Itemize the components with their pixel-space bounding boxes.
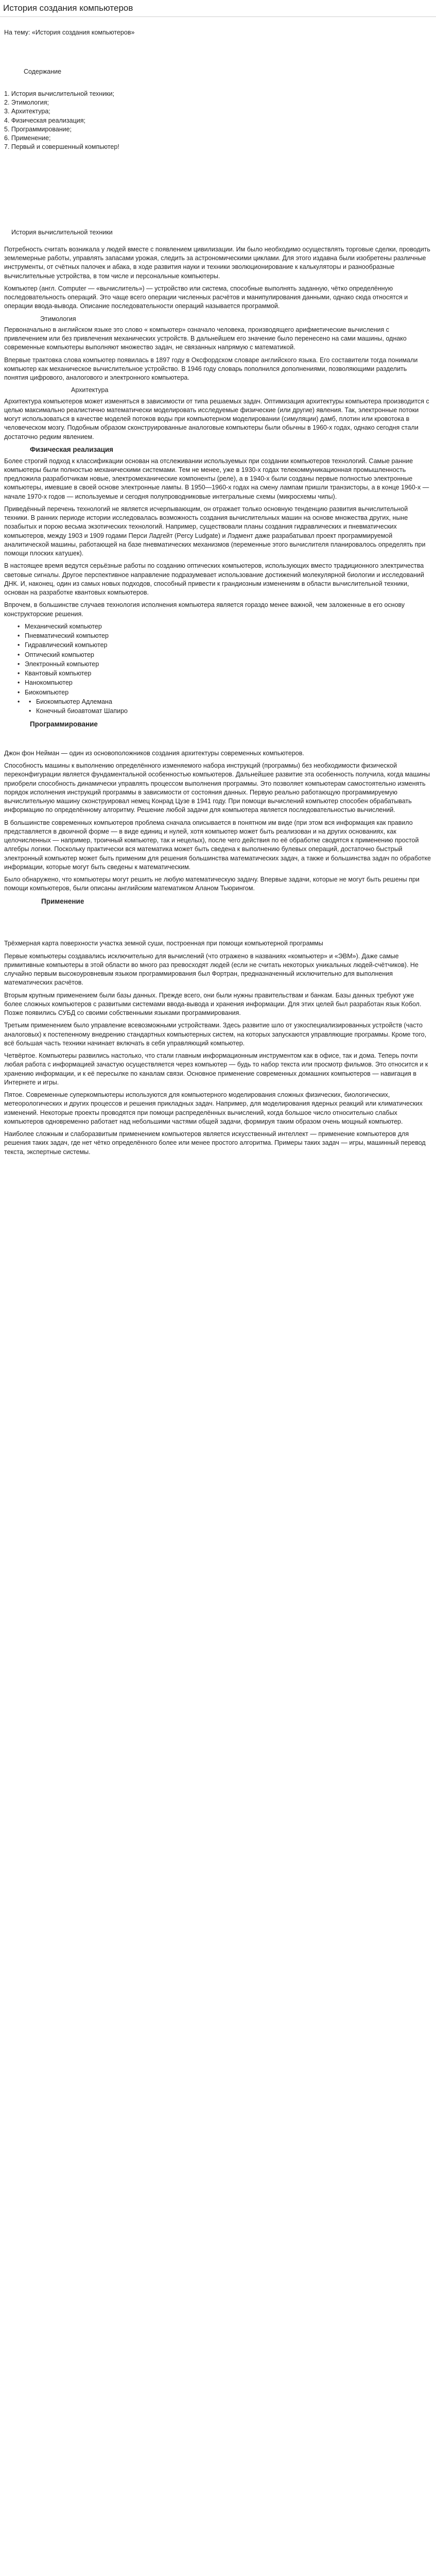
paragraph: Третьим применением было управление всевозможными устройствами. Здесь развитие шло от узкоспециализированных устройств (часто аналоговых) к постепенному внедрению стандартных компьютерных систем, на которых запускаются управляющие программы. Кроме того, всё большая часть техники начинает включать в себя управляющий компьютер. bbox=[4, 1022, 427, 1047]
biocomputer-sublist bbox=[28, 698, 432, 716]
page-title: История создания компьютеров bbox=[0, 0, 436, 17]
toc-item: 5. Программирование; bbox=[4, 125, 72, 133]
list-item: • Биокомпьютер bbox=[16, 688, 432, 697]
topic-line: На тему: «История создания компьютеров» bbox=[4, 29, 135, 37]
paragraph: Способность машины к выполнению определённого изменяемого набора инструкций (программы) без необходимости физической переконфигурации является фундаментальной особенностью компьютеров. Дальнейшее развитие эта особенность получила, когда машины приобрели способность динамически управлять процессом выполнения программы. Это позволяет компьютерам самостоятельно изменять порядок исполнения инструкций программы в зависимости от состояния данных. Первую реально работающую программируемую вычислительную машину сконструировал немец Конрад Цузе в 1941 году. При помощи вычислений компьютер способен обрабатывать информацию по определённому алгоритму. Решение любой задачи для компьютера является последовательностью вычислений. bbox=[4, 762, 430, 814]
section-application bbox=[4, 897, 432, 1157]
paragraph: Четвёртое. Компьютеры развились настолько, что стали главным информационным инструментом как в офисе, так и дома. Теперь почти любая работа с информацией зачастую осуществляется через компьютер — будь то набор текста или просмотр фильмов. Это относится и к хранению информации, и к её пересылке по каналам связи. Основное применение современных домашних компьютеров — навигация в Интернете и игры. bbox=[4, 1052, 428, 1086]
paragraph: В настоящее время ведутся серьёзные работы по созданию оптических компьютеров, использующих вместо традиционного электричества световые сигналы. Другое перспективное направление подразумевает использование достижений молекулярной биологии и исследований ДНК. И, наконец, один из самых новых подходов, способный привести к грандиозным изменениям в области вычислительной техники, основан на разработке квантовых компьютеров. bbox=[4, 562, 424, 597]
section-heading: Этимология bbox=[40, 315, 76, 323]
list-item: • • Биокомпьютер Адлемана bbox=[28, 698, 432, 706]
toc-item: 3. Архитектура; bbox=[4, 108, 50, 115]
paragraph: Более строгий подход к классификации основан на отслеживании используемых при создании компьютеров технологий. Самые ранние компьютеры были полностью механическими системами. Тем не менее, уже в 1930-х годах телекоммуникационная промышленность предложила разработчикам новые, электромеханические компоненты (реле), а в 1940-х были созданы первые полностью электронные компьютеры, имевшие в своей основе электронные лампы. В 1950—1960-х годах на смену лампам пришли транзисторы, а в конце 1960-х — начале 1970-х годов — используемые и сегодня полупроводниковые интегральные схемы (микросхемы чипы). bbox=[4, 457, 429, 500]
sublist-container bbox=[16, 698, 432, 716]
list-item: • Механический компьютер bbox=[16, 622, 432, 631]
section-history bbox=[4, 228, 432, 311]
list-item: • Нанокомпьютер bbox=[16, 679, 432, 687]
section-heading: Программирование bbox=[30, 720, 98, 728]
section-architecture bbox=[4, 386, 432, 442]
toc-item: 4. Физическая реализация; bbox=[4, 116, 85, 124]
paragraph: Первые компьютеры создавались исключительно для вычислений (что отражено в названиях «компьютер» и «ЭВМ»). Даже самые примитивные компьютеры в этой области во много раз превосходят людей (если не считать некоторых уникальных людей-счётчиков). Не случайно первым высокоуровневым языком программирования был Фортран, предназначенный исключительно для выполнения математических расчётов. bbox=[4, 952, 418, 987]
list-item: • Оптический компьютер bbox=[16, 651, 432, 659]
paragraph: Потребность считать возникала у людей вместе с появлением цивилизации. Им было необходимо осуществлять торговые сделки, проводить землемерные работы, управлять запасами урожая, следить за астрономическими циклами. Для этого издавна были изобретены различные инструменты, от счётных палочек и абака, в ходе развития науки и техники эволюционирование к калькуляторы и разнообразные вычислительные устройства, в том числе и персональные компьютеры. bbox=[4, 245, 430, 280]
computer-types-list bbox=[16, 622, 432, 716]
section-heading: Физическая реализация bbox=[30, 445, 114, 453]
section-heading: История вычислительной техники bbox=[11, 228, 113, 236]
image-caption: Трёхмерная карта поверхности участка земной суши, построенная при помощи компьютерной программы bbox=[4, 940, 323, 947]
paragraph: Впервые трактовка слова компьютер появилась в 1897 году в Оксфордском словаре английского языка. Его составители тогда понимали компьютер как механическое вычислительное устройство. В 1946 году словарь пополнился дополнениями, позволяющими разделить понятия цифрового, аналогового и электронного компьютера. bbox=[4, 356, 418, 382]
document-body bbox=[0, 28, 436, 1156]
table-of-contents bbox=[4, 67, 432, 152]
list-item: • Пневматический компьютер bbox=[16, 632, 432, 640]
toc-item: 7. Первый и совершенный компьютер! bbox=[4, 143, 119, 151]
paragraph: Архитектура компьютеров может изменяться в зависимости от типа решаемых задач. Оптимизация архитектуры компьютера производится с целью максимально реалистично математически моделировать исследуемые физические (или другие) явления. Так, электронные потоки могут использоваться в качестве моделей потоков воды при компьютерном моделировании (симуляции) дамб, плотин или кровотока в человеческом мозгу. Подобным образом сконструированные аналоговые компьютеры были обычны в 1960-х годах, однако сегодня стали достаточно редким явлением. bbox=[4, 397, 429, 440]
paragraph: Было обнаружено, что компьютеры могут решить не любую математическую задачу. Впервые задачи, которые не могут быть решены при помощи компьютеров, были описаны английским математиком Аланом Тьюрингом. bbox=[4, 876, 420, 892]
section-heading: Архитектура bbox=[71, 386, 109, 394]
paragraph: Впрочем, в большинстве случаев технология исполнения компьютера является гораздо менее важной, чем заложенные в его основу конструкторские решения. bbox=[4, 601, 405, 618]
toc-item: 1. История вычислительной техники; bbox=[4, 90, 115, 97]
toc-heading: Содержание bbox=[24, 67, 62, 75]
paragraph: Первоначально в английском языке это слово « компьютер» означало человека, производящего арифметические вычисления с привлечением или без привлечения механических устройств. В дальнейшем его значение было перенесено на сами машины, однако современные компьютеры выполняют множество задач, не связанных напрямую с математикой. bbox=[4, 326, 407, 351]
list-item: • Конечный биоавтомат Шапиро bbox=[28, 707, 432, 716]
toc-list bbox=[4, 90, 432, 152]
paragraph: Приведённый перечень технологий не является исчерпывающим, он отражает только основную тенденцию развития вычислительной техники. В ранних периоде истории исследовалась возможность создания вычислительных машин на основе множества других, ныне позабытых и порою весьма экзотических технологий. Например, существовали планы создания гидравлических и пневматических компьютеров, между 1903 и 1909 годами Перси Ладгейт (Percy Ludgate) и Лэдмент даже разрабатывал проект программируемой аналитической машины, работающей на базе пневматических механизмов (переменные этого вычислителя планировалось определять при помощи плоских катушек). bbox=[4, 505, 426, 557]
section-etymology bbox=[4, 315, 432, 383]
paragraph: Джон фон Нейман — один из основоположников создания архитектуры современных компьютеров. bbox=[4, 749, 304, 757]
paragraph: В большинстве современных компьютеров проблема сначала описывается в понятном им виде (при этом вся информация как правило представляется в двоичной форме — в виде единиц и нулей, хотя компьютер может быть реализован и на других основаниях, как целочисленных — например, троичный компьютер, так и нецелых), после чего действия по её обработке сводятся к применению простой алгебры логики. Поскольку практически вся математика может быть сведена к выполнению булевых операций, достаточно быстрый электронный компьютер может быть применим для решения большинства математических задач, а также и большинства задач по обработке информации, которые могут быть сведены к математическим. bbox=[4, 819, 431, 871]
paragraph: Вторым крупным применением были базы данных. Прежде всего, они были нужны правительствам и банкам. Базы данных требуют уже более сложных компьютеров с развитыми системами ввода-вывода и хранения информации. Для этих целей был разработан язык Кобол. Позже появились СУБД со своими собственными языками программирования. bbox=[4, 991, 422, 1017]
section-physical bbox=[4, 445, 432, 716]
list-item: • Квантовый компьютер bbox=[16, 669, 432, 678]
paragraph: Наиболее сложным и слаборазвитым применением компьютеров является искусственный интеллект — применение компьютеров для решения таких задач, где нет чётко определённого более или менее простого алгоритма. Примеры таких задач — игры, машинный перевод текста, экспертные системы. bbox=[4, 1130, 426, 1156]
section-programming bbox=[4, 720, 432, 893]
list-item: • Гидравлический компьютер bbox=[16, 641, 432, 650]
toc-item: 2. Этимология; bbox=[4, 99, 49, 107]
paragraph: Пятое. Современные суперкомпьютеры используются для компьютерного моделирования сложных физических, биологических, метеорологических и других процессов и решения прикладных задач. Например, для моделирования ядерных реакций или климатических изменений. Некоторые проекты проводятся при помощи распределённых вычислений, когда большое число относительно слабых компьютеров одновременно работает над небольшими частями общей задачи, формируя таким образом очень мощный компьютер. bbox=[4, 1091, 423, 1125]
paragraph: Компьютер (англ. Computer — «вычислитель») — устройство или система, способные выполнять заданную, чётко определённую последовательность операций. Это чаще всего операции численных расчётов и манипулирования данными, однако сюда относятся и операции ввода-вывода. Описание последовательности операций называется программой. bbox=[4, 284, 408, 310]
list-item: • Электронный компьютер bbox=[16, 660, 432, 669]
section-heading: Применение bbox=[41, 897, 84, 905]
toc-item: 6. Применение; bbox=[4, 134, 51, 142]
